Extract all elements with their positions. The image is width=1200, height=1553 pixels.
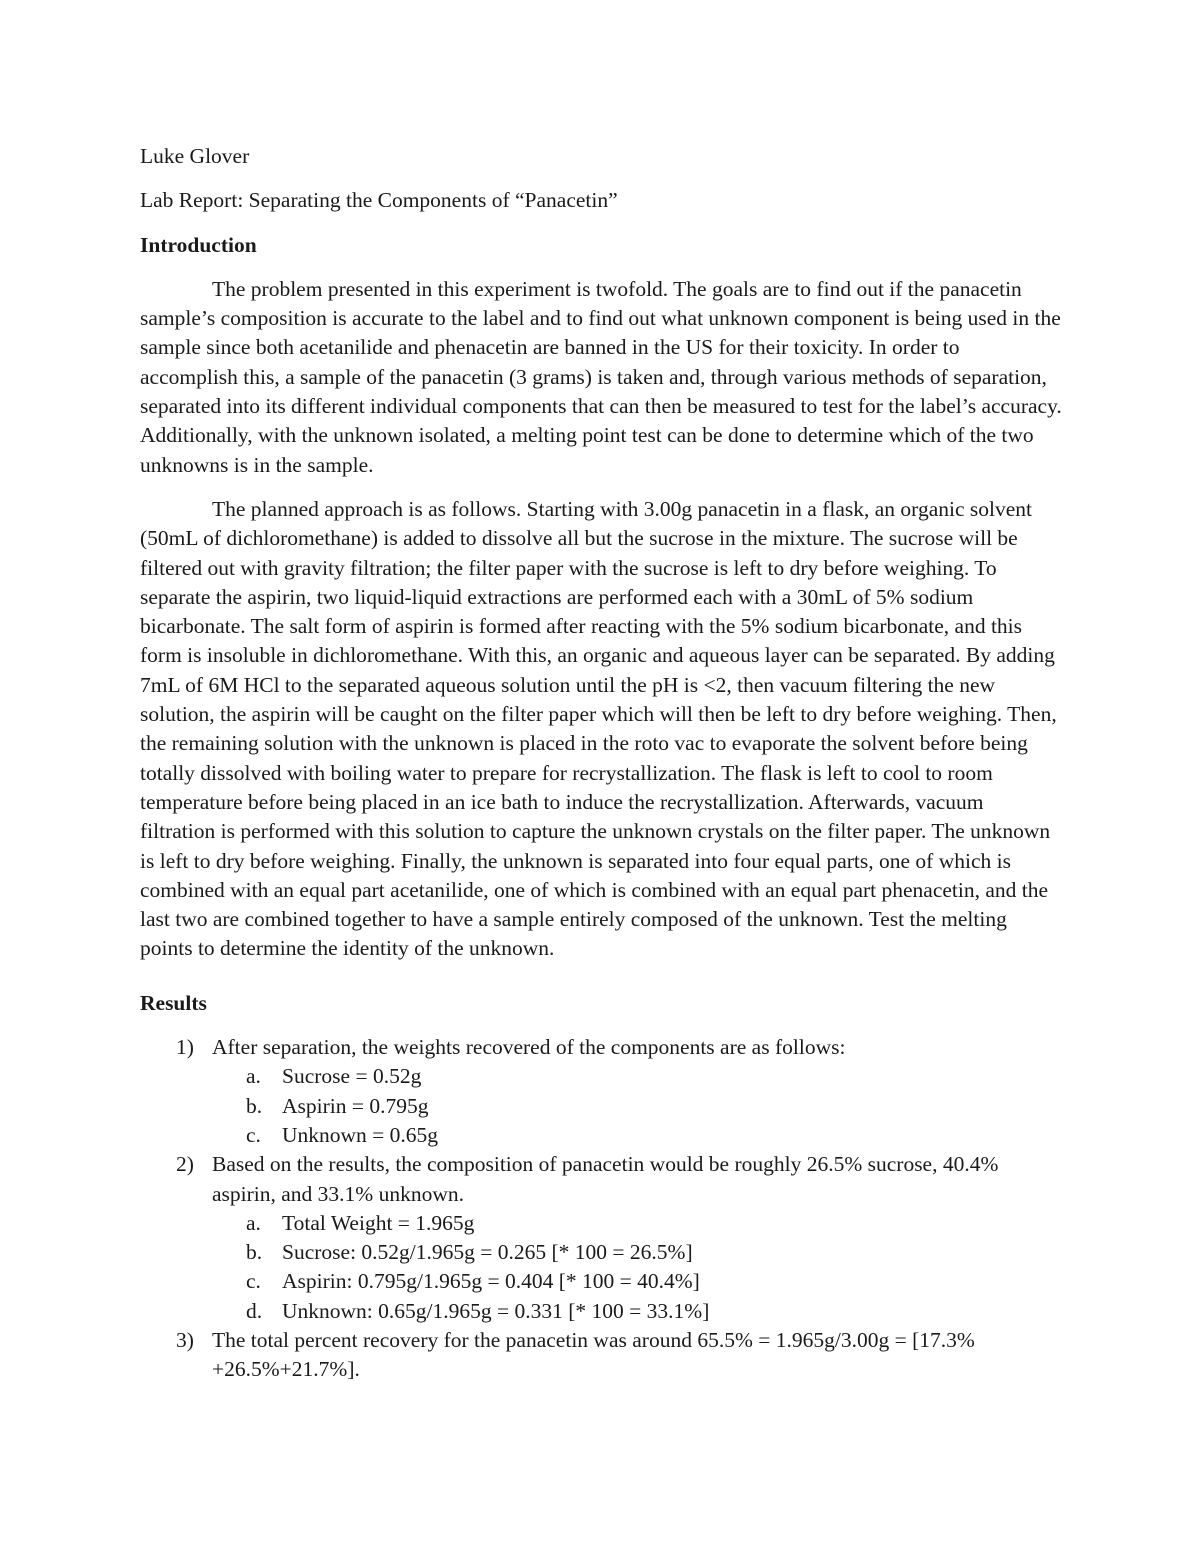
results-subitem bbox=[212, 1092, 1062, 1121]
approach-paragraph: The planned approach is as follows. Starting with 3.00g panacetin in a flask, an organic solvent (50mL of dichloromethane) is added to dissolve all but the sucrose in the mixture. The sucrose will be filtered out with gravity filtration; the filter paper with the sucrose is left to dry before weighing. To separate the aspirin, two liquid-liquid extractions are performed each with a 30mL of 5% sodium bicarbonate. The salt form of aspirin is formed after reacting with the 5% sodium bicarbonate, and this form is insoluble in dichloromethane. With this, an organic and aqueous layer can be separated. By adding 7mL of 6M HCl to the separated aqueous solution until the pH is <2, then vacuum filtering the new solution, the aspirin will be caught on the filter paper which will then be left to dry before weighing. Then, the remaining solution with the unknown is placed in the roto vac to evaporate the solvent before being totally dissolved with boiling water to prepare for recrystallization. The flask is left to cool to room temperature before being placed in an ice bath to induce the recrystallization. Afterwards, vacuum filtration is performed with this solution to capture the unknown crystals on the filter paper. The unknown is left to dry before weighing. Finally, the unknown is separated into four equal parts, one of which is combined with an equal part acetanilide, one of which is combined with an equal part phenacetin, and the last two are combined together to have a sample entirely composed of the unknown. Test the melting points to determine the identity of the unknown. bbox=[140, 496, 1057, 961]
results-subitem-letter: c. bbox=[246, 1269, 261, 1294]
results-subitem bbox=[212, 1297, 1062, 1326]
results-subitem-text: Aspirin = 0.795g bbox=[282, 1093, 429, 1118]
results-subitem-text: Unknown: 0.65g/1.965g = 0.331 [* 100 = 33.1%] bbox=[282, 1298, 710, 1323]
document-page bbox=[140, 142, 1062, 1385]
results-subitem-text: Aspirin: 0.795g/1.965g = 0.404 [* 100 = 40.4%] bbox=[282, 1269, 700, 1294]
results-subitem-letter: d. bbox=[246, 1298, 263, 1323]
results-heading: Results bbox=[140, 990, 207, 1015]
results-item bbox=[140, 1150, 1062, 1326]
results-sublist bbox=[212, 1062, 1062, 1150]
results-subitem-letter: b. bbox=[246, 1240, 263, 1265]
results-item-text: The total percent recovery for the panacetin was around 65.5% = 1.965g/3.00g = [17.3% +26.5%+21.7%]. bbox=[212, 1327, 975, 1382]
results-item bbox=[140, 1033, 1062, 1150]
results-list bbox=[140, 1033, 1062, 1385]
results-sublist bbox=[212, 1209, 1062, 1326]
report-title: Lab Report: Separating the Components of “Panacetin” bbox=[140, 188, 618, 213]
results-item bbox=[140, 1326, 1062, 1385]
results-subitem bbox=[212, 1267, 1062, 1296]
results-item-number: 2) bbox=[176, 1152, 194, 1177]
results-subitem-text: Total Weight = 1.965g bbox=[282, 1210, 475, 1235]
results-subitem bbox=[212, 1238, 1062, 1267]
introduction-paragraph: The problem presented in this experiment is twofold. The goals are to find out if the panacetin sample’s composition is accurate to the label and to find out what unknown component is being used in the sample since both acetanilide and phenacetin are banned in the US for their toxicity. In order to accomplish this, a sample of the panacetin (3 grams) is taken and, through various methods of separation, separated into its different individual components that can then be measured to test for the label’s accuracy. Additionally, with the unknown isolated, a melting point test can be done to determine which of the two unknowns is in the sample. bbox=[140, 276, 1062, 477]
results-subitem-text: Sucrose = 0.52g bbox=[282, 1064, 422, 1089]
results-subitem-letter: a. bbox=[246, 1210, 261, 1235]
results-item-number: 1) bbox=[176, 1035, 194, 1060]
results-item-number: 3) bbox=[176, 1327, 194, 1352]
results-subitem-text: Sucrose: 0.52g/1.965g = 0.265 [* 100 = 26.5%] bbox=[282, 1240, 693, 1265]
results-subitem bbox=[212, 1209, 1062, 1238]
results-subitem-text: Unknown = 0.65g bbox=[282, 1122, 439, 1147]
introduction-heading: Introduction bbox=[140, 232, 257, 257]
results-subitem-letter: a. bbox=[246, 1064, 261, 1089]
results-item-text: After separation, the weights recovered of the components are as follows: bbox=[212, 1035, 846, 1060]
results-subitem-letter: c. bbox=[246, 1122, 261, 1147]
author-name: Luke Glover bbox=[140, 144, 250, 168]
results-subitem bbox=[212, 1062, 1062, 1091]
results-item-text: Based on the results, the composition of panacetin would be roughly 26.5% sucrose, 40.4% aspirin, and 33.1% unknown. bbox=[212, 1152, 999, 1206]
results-subitem-letter: b. bbox=[246, 1093, 263, 1118]
results-subitem bbox=[212, 1121, 1062, 1150]
